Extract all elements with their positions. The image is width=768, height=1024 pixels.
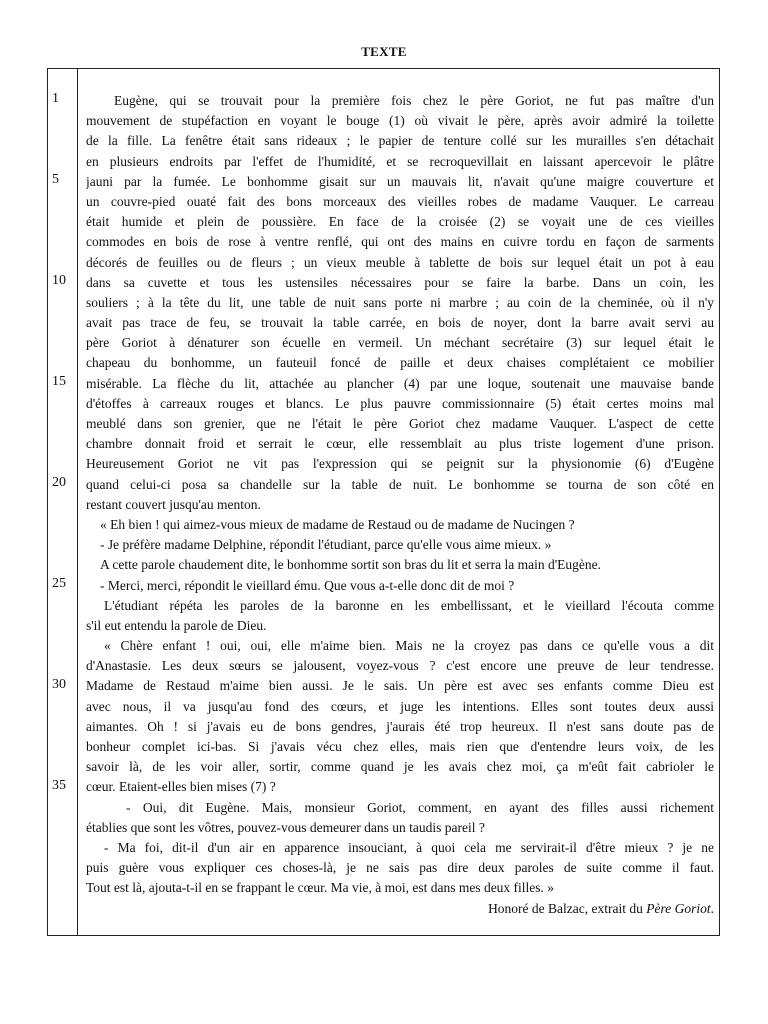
text-line: - Ma foi, dit-il d'un air en apparence insouciant, à quoi cela me servirait-il d'être mieux ? je ne [104,839,714,855]
text-line: établies que sont les vôtres, pouvez-vous demeurer dans un taudis pareil ? [86,819,485,835]
page-title: TEXTE [361,44,407,59]
text-line: - Oui, dit Eugène. Mais, monsieur Goriot, comment, en ayant des filles aussi richement [126,799,714,815]
source-citation [86,899,714,919]
text-line: Heureusement Goriot ne vit pas l'expression qui se peignit sur la physionomie (6) d'Eugène [86,456,714,472]
text-line: avec nous, il va jusqu'au fond des cœurs, et juge les intentions. Elles sont toutes deux aussi [86,698,714,714]
line-number: 25 [52,576,66,591]
text-frame [47,68,720,936]
text-line: de la fille. La fenêtre était sans rideaux ; le papier de tenture collé sur les murailles s'en détachait [86,133,714,149]
text-line: cœur. Etaient-elles bien mises (7) ? [86,779,276,795]
text-line: Madame de Restaud m'aime bien aussi. Je le sais. Un père est avec ses enfants comme Dieu est [86,678,714,694]
text-line: « Chère enfant ! oui, oui, elle m'aime bien. Mais ne la croyez pas dans ce qu'elle vous a dit [104,638,714,654]
text-line: d'Anastasie. Les deux sœurs se jalousent, voyez-vous ? c'est encore une preuve de leur tendresse. [86,658,714,674]
text-line: Eugène, qui se trouvait pour la première fois chez le père Goriot, ne fut pas maître d'un [114,93,714,108]
line-number-column [48,69,78,935]
text-line: jauni par la fumée. Le bonhomme gisait sur un mauvais lit, n'avait qu'une maigre couverture et [86,173,714,189]
text-line: souliers ; à la tête du lit, une table de nuit sans porte ni marbre ; au coin de la cheminée, où il n'y [86,294,714,310]
line-number: 15 [52,374,66,389]
text-line: meublé dans son grenier, que ne l'était le père Goriot chez madame Vauquer. L'aspect de cette [86,416,714,431]
text-line: était humide et plein de poussière. En face de la croisée (2) se voyait une de ces vieilles [86,214,714,230]
text-line: mouvement de stupéfaction en voyant le bouge (1) où vivait le père, après avoir admiré la toilette [86,113,714,129]
line-number: 10 [52,273,66,288]
text-line: aimantes. Oh ! si j'avais eu de bons gendres, j'aurais été trop heureux. Il n'est sans doute pas de [86,718,714,734]
text-line: puis guère vous expliquer ces choses-là, je ne sais pas dire deux paroles de suite comme il faut. [86,860,714,876]
text-line: chambre donnait froid et serrait le cœur, elle ressemblait au plus triste logement d'une prison. [86,436,714,452]
source-prefix: Honoré de Balzac, extrait du [488,900,647,916]
text-line: Tout est là, ajouta-t-il en se frappant le cœur. Ma vie, à moi, est dans mes deux filles. » [86,880,555,896]
text-line: s'il eut entendu la parole de Dieu. [86,617,267,633]
text-line: décorés de feuilles ou de fleurs ; un vieux meuble à tablette de bois sur lequel était un pot à eau [86,254,714,270]
source-suffix: . [710,900,714,916]
text-line: « Eh bien ! qui aimez-vous mieux de madame de Restaud ou de madame de Nucingen ? [100,516,575,532]
text-line: avait pas trace de feu, se trouvait la table carrée, en bois de noyer, dont la barre avait servi au [86,315,714,331]
text-line: - Je préfère madame Delphine, répondit l'étudiant, parce qu'elle vous aime mieux. » [100,537,552,553]
text-line: bonheur complet ici-bas. Si j'avais vécu chez elles, mais rien que d'entendre leurs voix, de les [86,739,714,754]
text-line: misérable. La flèche du lit, attachée au plancher (4) par une loque, soutenait une mauvaise bande [86,375,714,391]
text-line: - Merci, merci, répondit le vieillard ému. Que vous a-t-elle donc dit de moi ? [100,577,515,593]
text-line: chapeau du bonhomme, un fauteuil foncé de paille et deux chaises complétaient ce mobilier [86,355,714,371]
line-number: 1 [52,91,59,106]
source-work-title: Père Goriot [646,900,711,916]
text-line: L'étudiant répéta les paroles de la baronne en les embellissant, et le vieillard l'écouta comme [104,597,714,613]
text-line: d'étoffes à carreaux rouges et blancs. Le plus pauvre commissionnaire (5) était certes moins mal [86,395,714,411]
line-number: 20 [52,475,66,490]
text-line: père Goriot à dénaturer son écuelle en vermeil. Un méchant secrétaire (3) sur lequel était le [86,335,714,351]
line-number: 5 [52,172,59,187]
line-number: 30 [52,677,66,692]
text-line: en plusieurs endroits par l'effet de l'humidité, et se recroquevillait en laissant apercevoir le plâtre [86,153,714,169]
line-number: 35 [52,778,66,793]
text-line: quand celui-ci posa sa chandelle sur la table de nuit. Le bonhomme se tourna de son côté en [86,476,714,492]
passage-text [86,91,714,919]
text-line: un couvre-pied ouaté fait des bons morceaux des vieilles robes de madame Vauquer. Le carreau [86,193,714,209]
text-line: restant couvert jusqu'au menton. [86,496,261,512]
text-line: A cette parole chaudement dite, le bonhomme sortit son bras du lit et serra la main d'Eugène. [100,557,602,573]
text-line: savoir là, de les voir aller, sortir, comme quand je les avais chez moi, ça m'eût fait cabrioler le [86,759,714,775]
text-line: commodes en bois de rose à ventre renflé, qui ont des mains en cuivre tordu en façon de sarments [86,234,714,250]
text-line: dans sa cuvette et tous les ustensiles nécessaires pour se faire la barbe. Dans un coin, les [86,274,714,290]
